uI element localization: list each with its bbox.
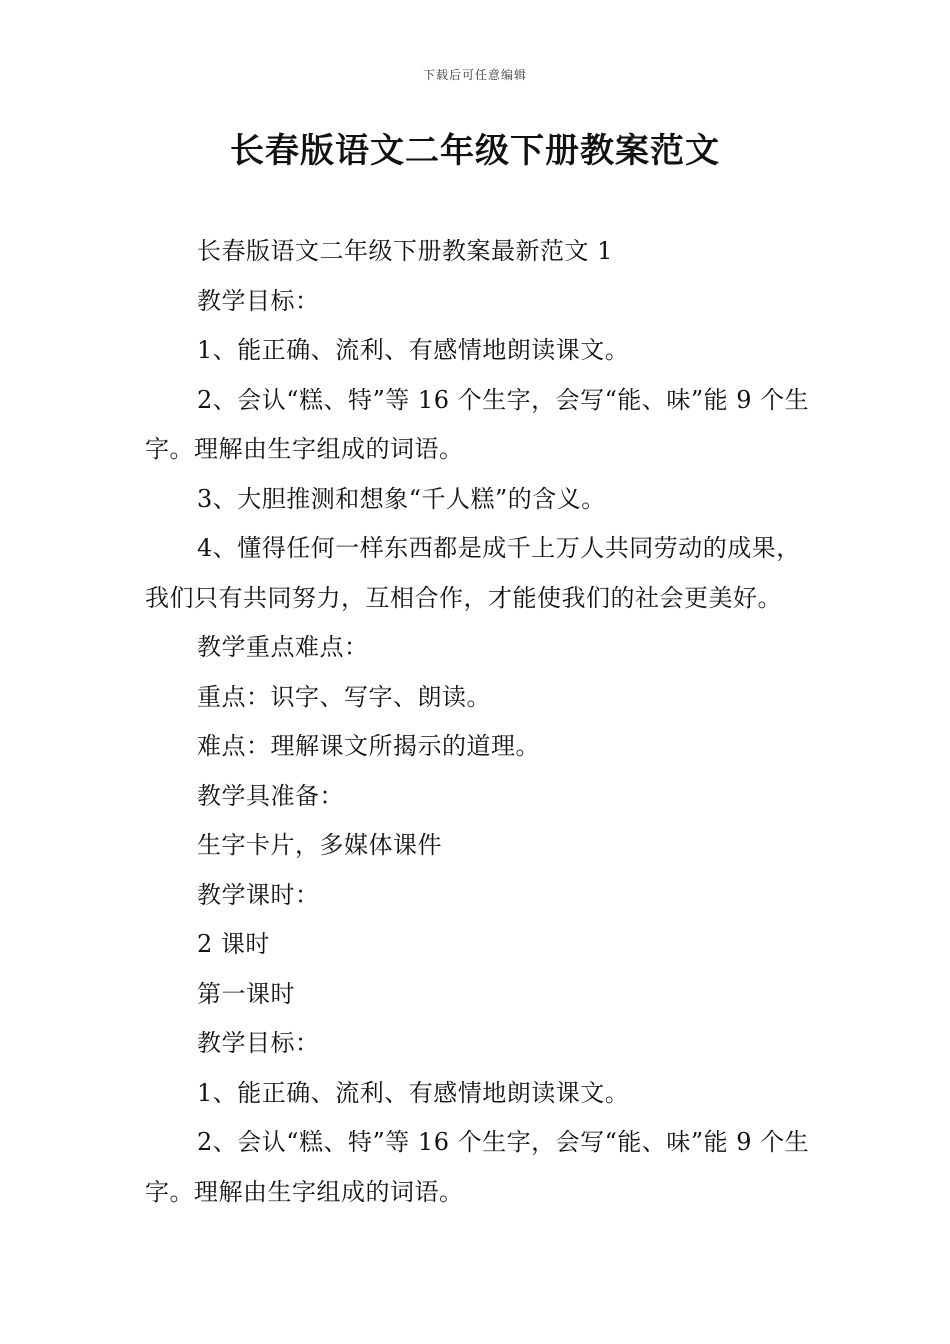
paragraph: 教学目标： [197,1029,320,1057]
document-body [145,227,815,1217]
paragraph: 2、会认“糕、特”等 16 个生字，会写“能、味”能 9 个生字。理解由生字组成的词语。 [145,385,810,463]
header-note: 下载后可任意编辑 [422,68,527,82]
paragraph: 难点：理解课文所揭示的道理。 [197,732,540,760]
paragraph: 教学课时： [197,880,320,909]
paragraph: 教学重点难点： [197,633,369,661]
paragraph: 生字卡片，多媒体课件 [197,831,442,859]
paragraph: 重点：识字、写字、朗读。 [197,682,491,711]
paragraph: 2 课时 [197,930,270,958]
paragraph: 3、大胆推测和想象“千人糕”的含义。 [197,484,606,513]
document-title: 长春版语文二年级下册教案范文 [230,131,720,171]
paragraph: 1、能正确、流利、有感情地朗读课文。 [197,336,630,364]
paragraph: 长春版语文二年级下册教案最新范文 1 [197,237,613,265]
paragraph: 第一课时 [197,979,295,1008]
paragraph: 1、能正确、流利、有感情地朗读课文。 [197,1078,630,1107]
paragraph: 2、会认“糕、特”等 16 个生字，会写“能、味”能 9 个生字。理解由生字组成的词语。 [145,1128,810,1206]
paragraph: 4、懂得任何一样东西都是成千上万人共同劳动的成果，我们只有共同努力，互相合作，才能使我们的社会更美好。 [145,534,801,612]
paragraph: 教学目标： [197,286,320,315]
paragraph: 教学具准备： [197,781,344,810]
